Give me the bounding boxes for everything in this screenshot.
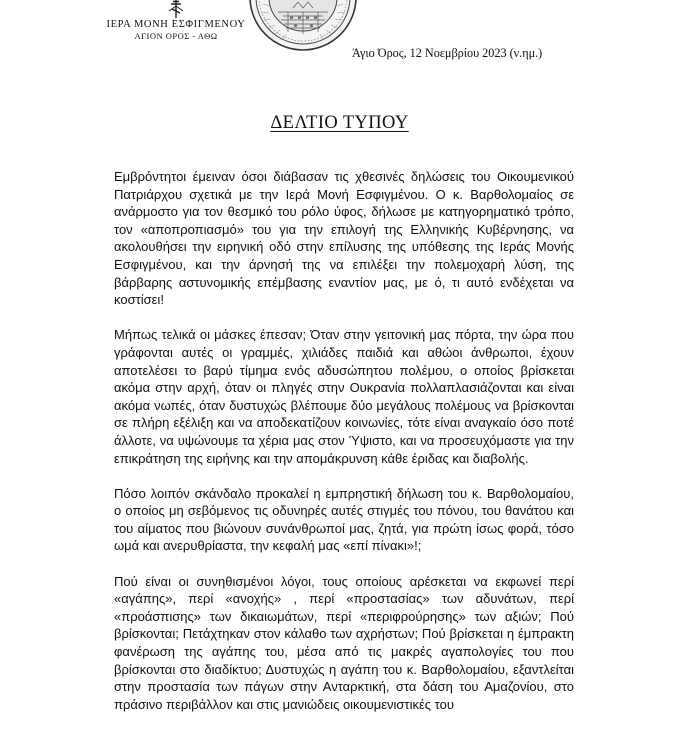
monastery-location: ΑΓΙΟΝ ΟΡΟΣ - ΑΘΩ <box>134 31 218 41</box>
monastery-seal <box>248 0 358 52</box>
monastery-header <box>86 0 266 41</box>
paragraph-1: Εμβρόντητοι έμειναν όσοι διάβασαν τις χθεσινές δηλώσεις του Οικουμενικού Πατριάρχου σχετικά με την Ιερά Μονή Εσφιγμένου. Ο κ. Βαρθολομαίος σε ανάρμοστο για τον θεσμικό του ρόλο ύφος, δήλωσε με κατηγορηματικό τρόπο, τον «αποπροπιασμό» του για την επιλογή της Ελληνικής Κυβέρνησης, να ακολουθήσει την ειρηνική οδό στην επίλυσης της υπόθεσης της Ιεράς Μονής Εσφιγμένου, και την άρνησή της να επιλέξει την πολεμοχαρή λύση, της βάρβαρης αστυνομικής επέμβασης εναντίον μας, με ό, τι αυτό ενδέχεται να κοστίσει! <box>114 169 574 308</box>
document-body <box>114 168 574 731</box>
page-title: ΔΕΛΤΙΟ ΤΥΠΟΥ <box>270 113 409 133</box>
paragraph-4: Πού είναι οι συνηθισμένοι λόγοι, τους οποίους αρέσκεται να εκφωνεί περί «αγάπης», περί «ανοχής» , περί «προστασίας» των αδυνάτων, περί «προάσπισης» των δικαιωμάτων, περί «περιφρούρησης» των αξιών; Πού βρίσκονται; Πετάχτηκαν στον κάλαθο των αχρήστων; Πού βρίσκεται η έμπρακτη φανέρωση της αγάπης του, μέσα από τις μακρές αγαπολογίες του που βρίσκονται στο διαδίκτυο; Δυστυχώς η αγάπη του κ. Βαρθολομαίου, εξαντλείται στην προστασία των πάγων στην Ανταρκτική, στα δάση του Αμαζονίου, στο πράσινο περιβάλλον και στις μανιώδεις οικουμενιστικές του <box>114 573 574 712</box>
paragraph-2: Μήπως τελικά οι μάσκες έπεσαν; Όταν στην γειτονική μας πόρτα, την ώρα που γράφονται αυτές οι γραμμές, χιλιάδες παιδιά και αθώοι άνθρωποι, έχουν αποτελέσει το βαρύ τίμημα ενός αδυσώπητου πολέμου, ο οποίος βρίσκεται ακόμα στην αρχή, όταν οι πληγές στην Ουκρανία πολλαπλασιάζονται και είναι ακόμα νωπές, όταν δυστυχώς βλέπουμε δύο μεγάλους πολέμους να βρίσκονται σε πλήρη εξέλιξη και να αποδεκατίζουν κοινωνίες, τότε είναι αναγκαίο όσο ποτέ άλλοτε, να υψώνουμε τα χέρια μας στον Ύψιστο, και να προσευχόμαστε για την επικράτηση της ειρήνης και την απομάκρυνση κάθε έριδας και διαβολής. <box>114 327 574 466</box>
orthodox-cross-icon <box>164 0 188 18</box>
paragraph-3: Πόσο λοιπόν σκάνδαλο προκαλεί η εμπρηστική δήλωση του κ. Βαρθολομαίου, ο οποίος μη σεβόμενος τις οδυνηρές αυτές στιγμές του πόνου, του θανάτου και του αίματος που βιώνουν συνάνθρωποί μας, ζητά, για πρώτη ίσως φορά, τόσο ωμά και ανερυθρίαστα, την κεφαλή μας «επί πίνακι»!; <box>114 485 574 554</box>
monastery-name: ΙΕΡΑ ΜΟΝΗ ΕΣΦΙΓΜΕΝΟΥ <box>106 19 246 30</box>
document-date: Άγιο Όρος, 12 Νοεμβρίου 2023 (ν.ημ.) <box>352 46 543 60</box>
